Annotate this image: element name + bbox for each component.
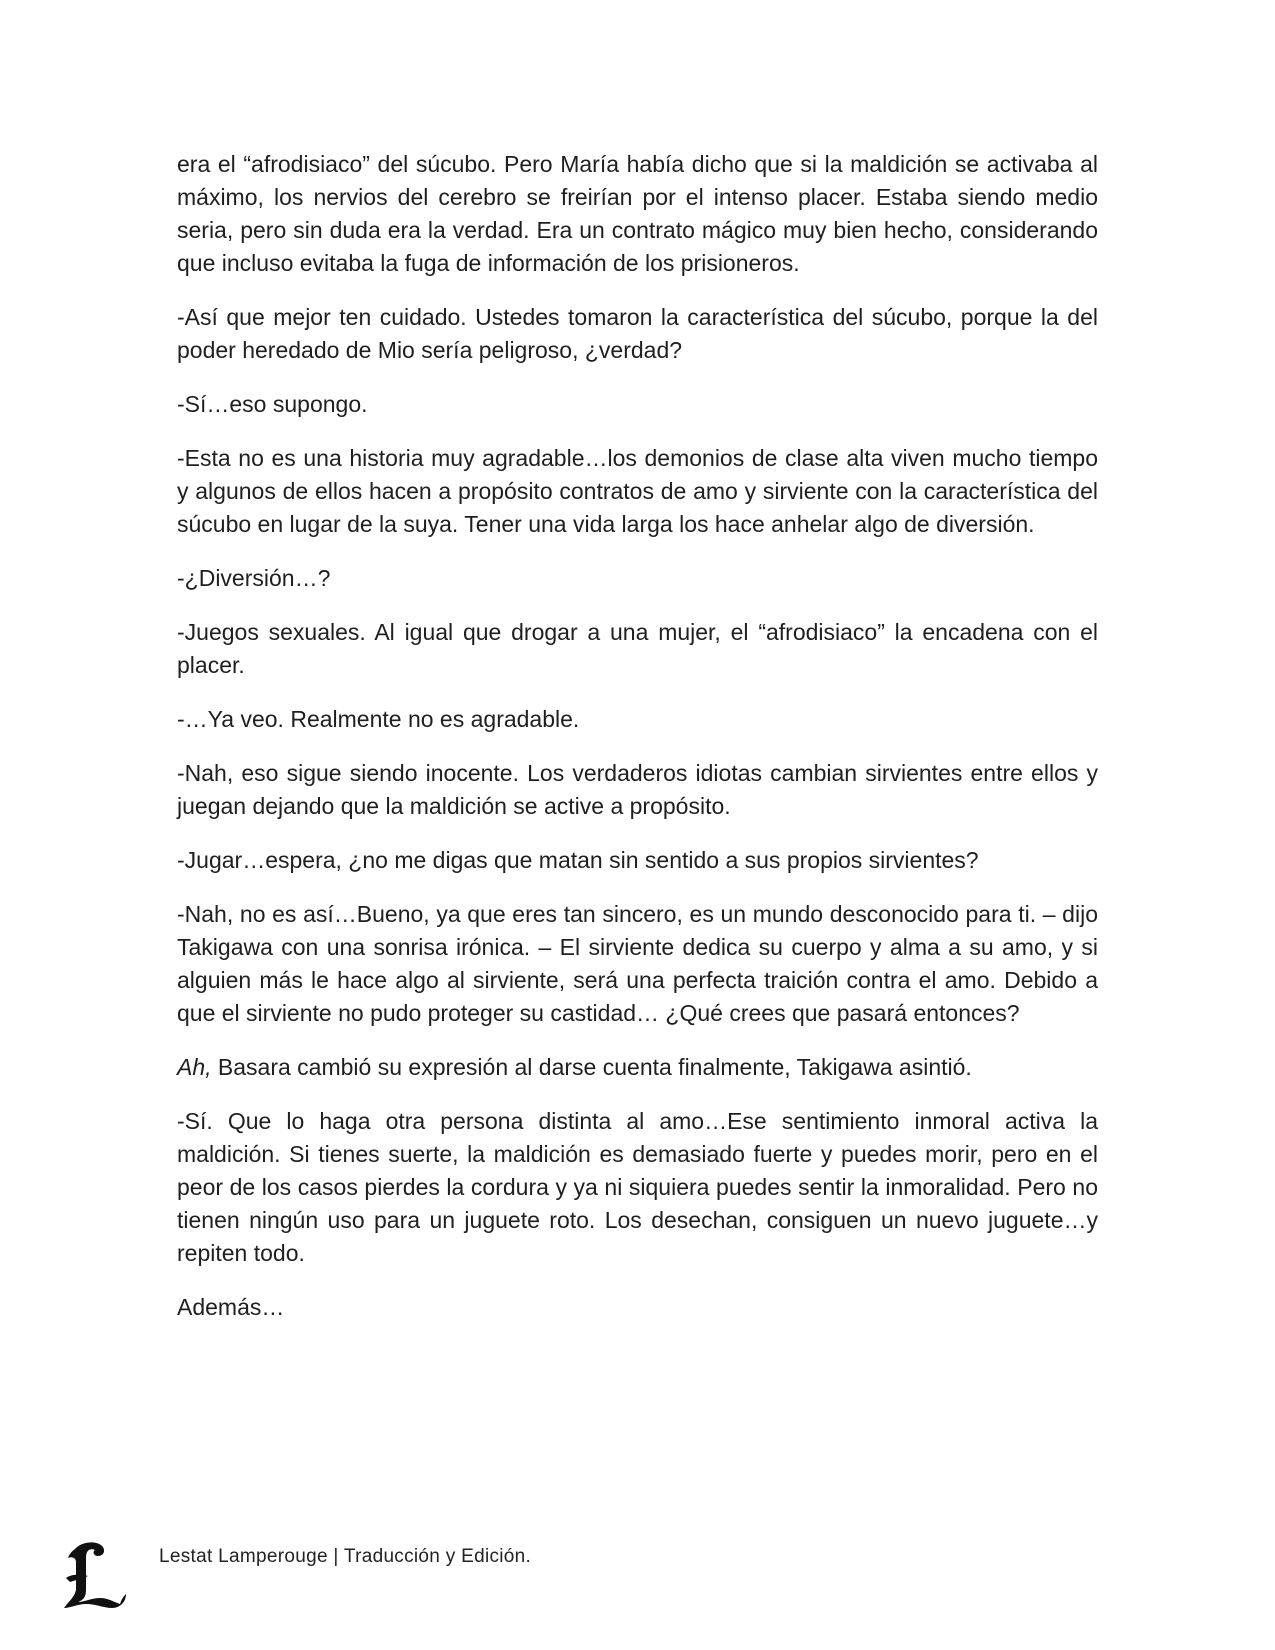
gothic-l-logo [62,1538,128,1610]
paragraph: -Nah, eso sigue siendo inocente. Los verdaderos idiotas cambian sirvientes entre ellos y juegan dejando que la maldición se active a propósito. [177,760,1098,819]
paragraph: -Nah, no es así…Bueno, ya que eres tan sincero, es un mundo desconocido para ti. – dijo Takigawa con una sonrisa irónica. – El sirviente dedica su cuerpo y alma a su amo, y si alguien más le hace algo al sirviente, será una perfecta traición contra el amo. Debido a que el sirviente no pudo proteger su castidad… ¿Qué crees que pasará entonces? [177,901,1098,1026]
paragraph: Ah, Basara cambió su expresión al darse cuenta finalmente, Takigawa asintió. [177,1054,972,1080]
paragraph: -Sí. Que lo haga otra persona distinta al amo…Ese sentimiento inmoral activa la maldición. Si tienes suerte, la maldición es demasiado fuerte y puedes morir, pero en el peor de los casos pierdes la cordura y ya ni siquiera puedes sentir la inmoralidad. Pero no tienen ningún uso para un juguete roto. Los desechan, consiguen un nuevo juguete…y repiten todo. [177,1108,1098,1266]
document-body [177,148,1098,1345]
paragraph: -Así que mejor ten cuidado. Ustedes tomaron la característica del súcubo, porque la del poder heredado de Mio sería peligroso, ¿verdad? [177,304,1098,363]
page-footer [62,1538,762,1618]
paragraph: -Sí…eso supongo. [177,391,368,417]
paragraph: -¿Diversión…? [177,565,331,591]
paragraph: -Juegos sexuales. Al igual que drogar a una mujer, el “afrodisiaco” la encadena con el placer. [177,619,1098,678]
italic-lead: Ah, [177,1054,212,1080]
footer-credit: Lestat Lamperouge | Traducción y Edición. [159,1546,532,1567]
paragraph: -…Ya veo. Realmente no es agradable. [177,706,580,732]
paragraph: -Esta no es una historia muy agradable…los demonios de clase alta viven mucho tiempo y algunos de ellos hacen a propósito contratos de amo y sirviente con la característica del súcubo en lugar de la suya. Tener una vida larga los hace anhelar algo de diversión. [177,445,1098,537]
paragraph: era el “afrodisiaco” del súcubo. Pero María había dicho que si la maldición se activaba al máximo, los nervios del cerebro se freirían por el intenso placer. Estaba siendo medio seria, pero sin duda era la verdad. Era un contrato mágico muy bien hecho, considerando que incluso evitaba la fuga de información de los prisioneros. [177,151,1098,276]
paragraph: -Jugar…espera, ¿no me digas que matan sin sentido a sus propios sirvientes? [177,847,979,873]
paragraph: Además… [177,1294,285,1320]
